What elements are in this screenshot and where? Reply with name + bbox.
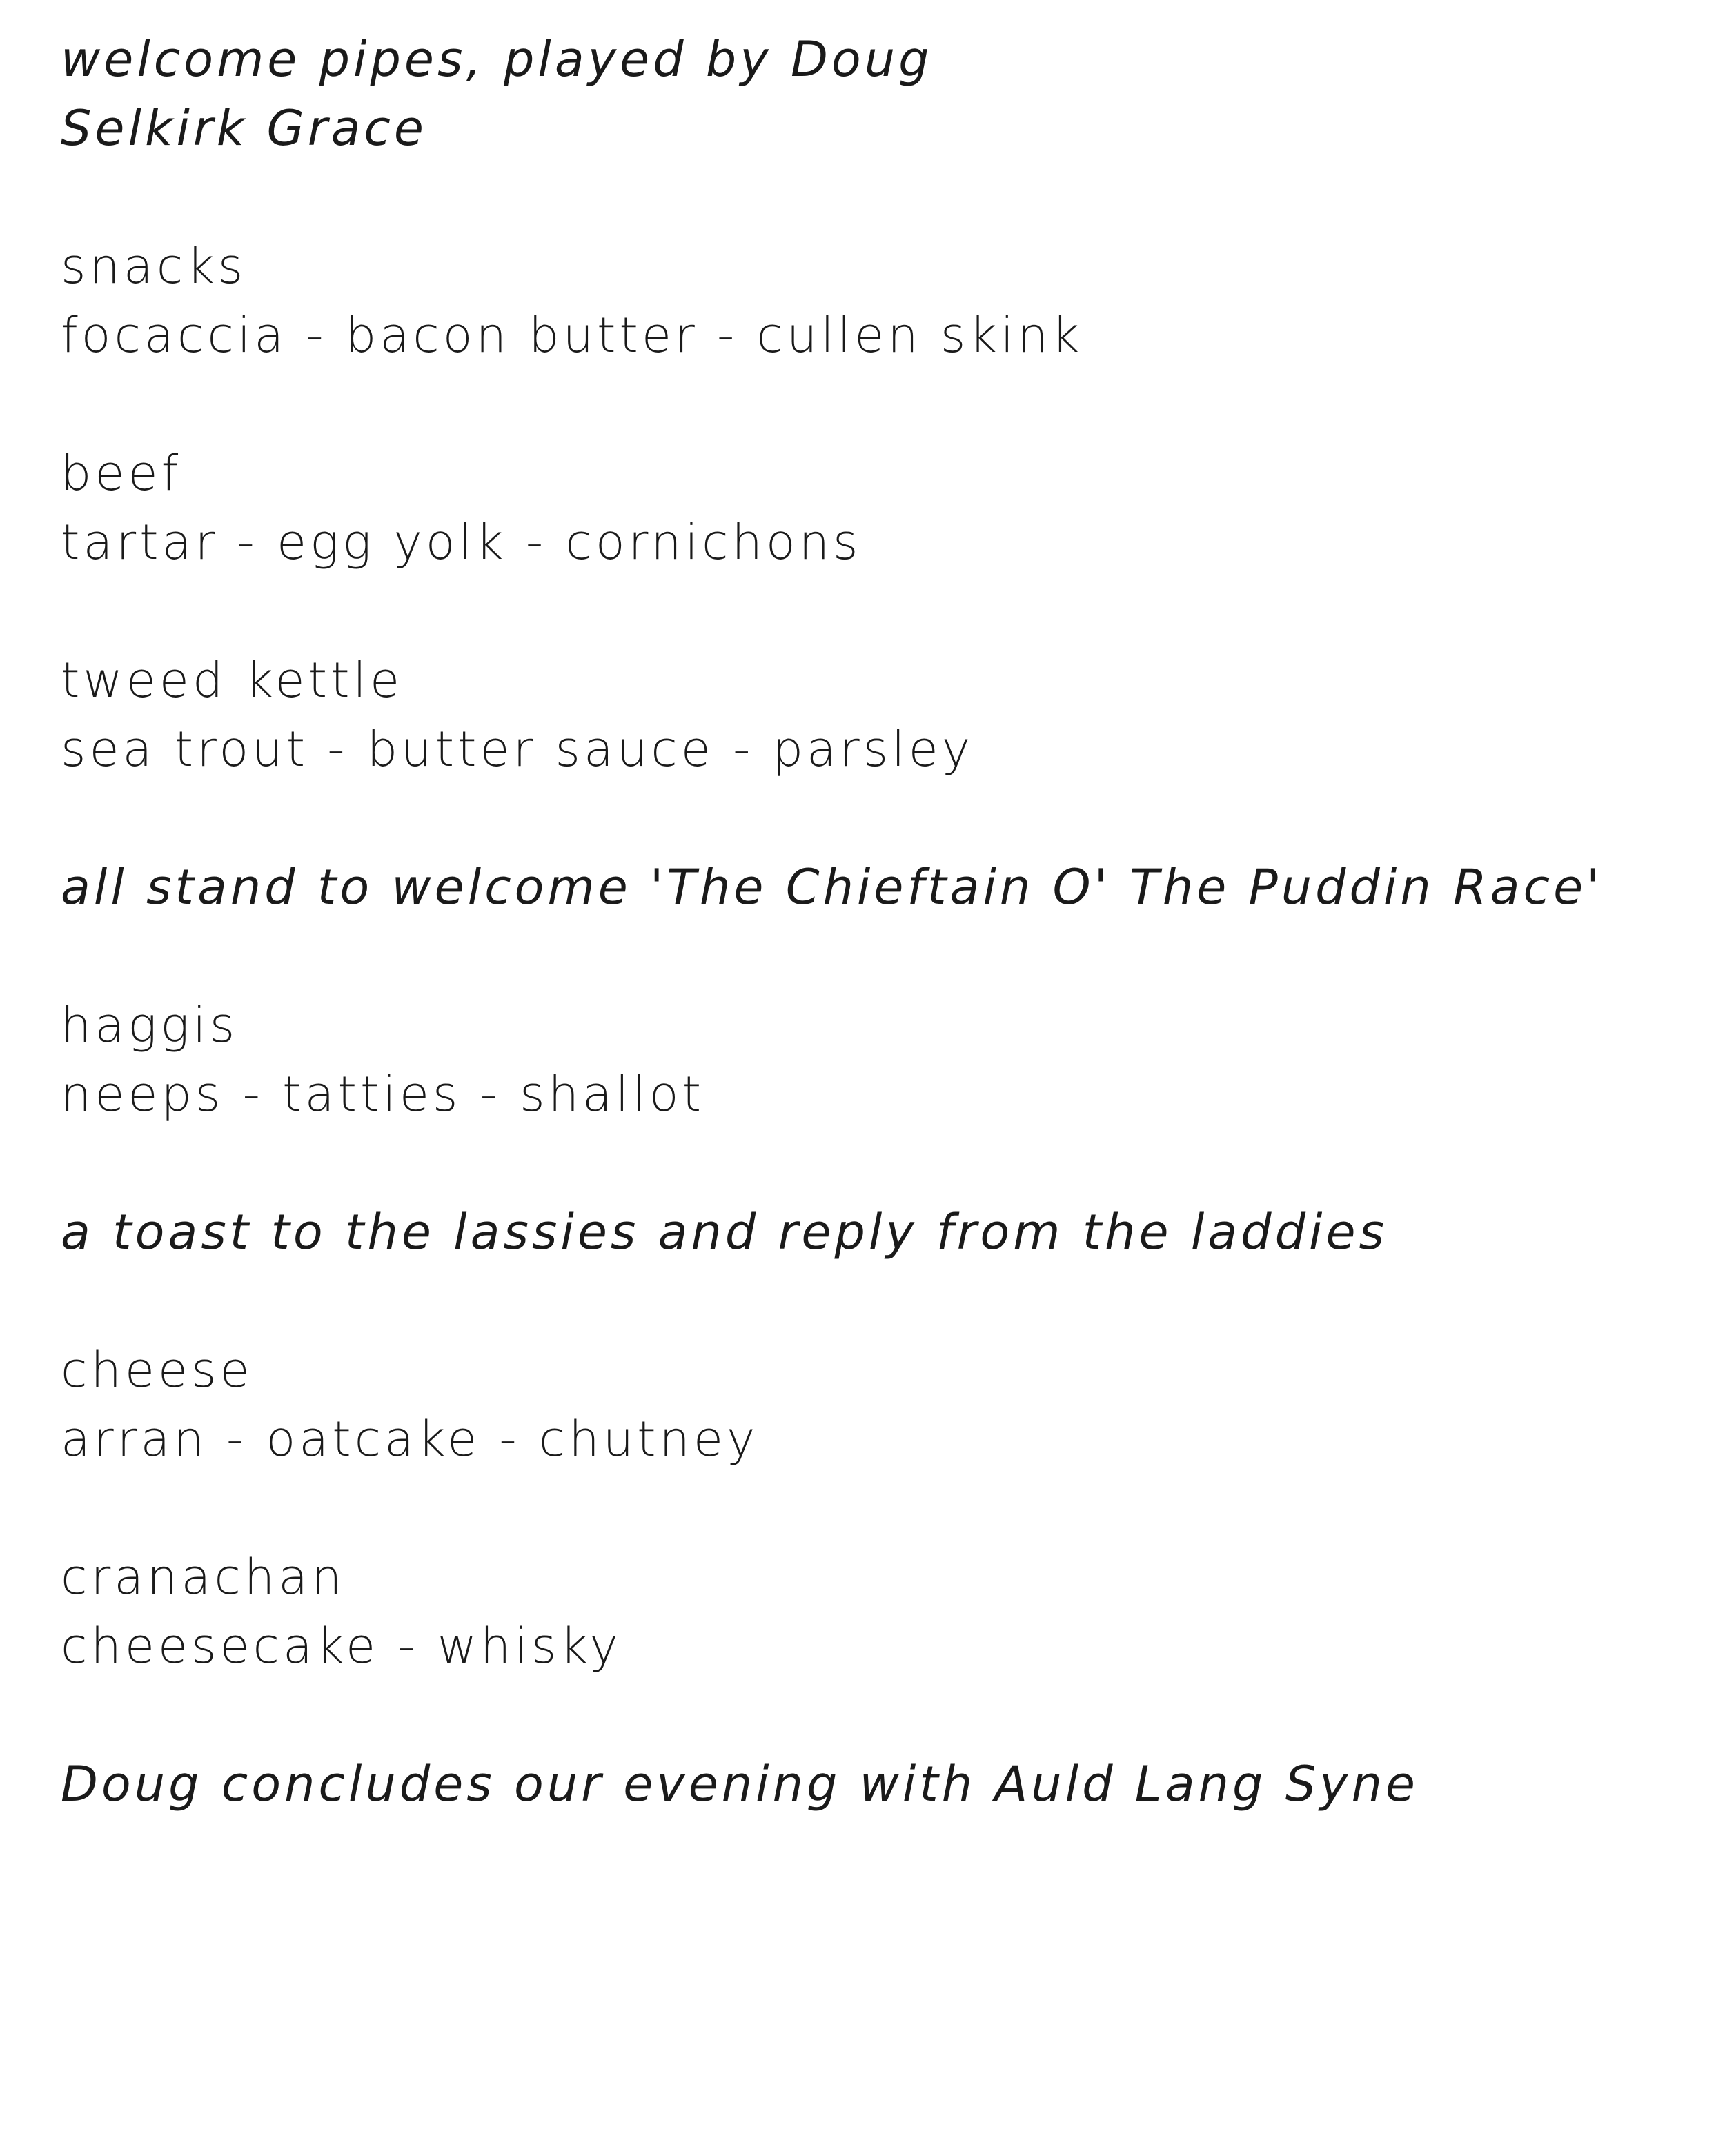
- course-items-cranachan: cheesecake - whisky: [61, 1618, 622, 1674]
- spacer: [61, 1129, 1668, 1198]
- spacer: [61, 1681, 1668, 1750]
- spacer: [61, 1474, 1668, 1543]
- course-items-haggis: neeps - tatties - shallot: [61, 1066, 705, 1122]
- event-menu: [61, 25, 1668, 1819]
- selkirk-grace-note: Selkirk Grace: [61, 100, 427, 157]
- spacer: [61, 784, 1668, 853]
- closing-note: Doug concludes our evening with Auld Lang Syne: [61, 1756, 1419, 1812]
- spacer: [61, 1267, 1668, 1336]
- course-items-snacks: focaccia - bacon butter - cullen skink: [61, 307, 1083, 364]
- course-title-cheese: cheese: [61, 1342, 253, 1398]
- spacer: [61, 577, 1668, 646]
- spacer: [61, 163, 1668, 232]
- stand-note: all stand to welcome 'The Chieftain O' The Puddin Race': [61, 859, 1604, 916]
- course-items-tweed-kettle: sea trout - butter sauce - parsley: [61, 721, 974, 778]
- course-items-beef: tartar - egg yolk - cornichons: [61, 514, 862, 571]
- spacer: [61, 370, 1668, 439]
- spacer: [61, 922, 1668, 991]
- toast-note: a toast to the lassies and reply from the laddies: [61, 1204, 1388, 1260]
- course-title-cranachan: cranachan: [61, 1549, 346, 1605]
- opening-pipes-note: welcome pipes, played by Doug: [61, 31, 933, 88]
- course-title-snacks: snacks: [61, 238, 247, 295]
- course-title-tweed-kettle: tweed kettle: [61, 652, 404, 709]
- course-title-beef: beef: [61, 445, 182, 502]
- course-title-haggis: haggis: [61, 997, 239, 1054]
- course-items-cheese: arran - oatcake - chutney: [61, 1411, 759, 1467]
